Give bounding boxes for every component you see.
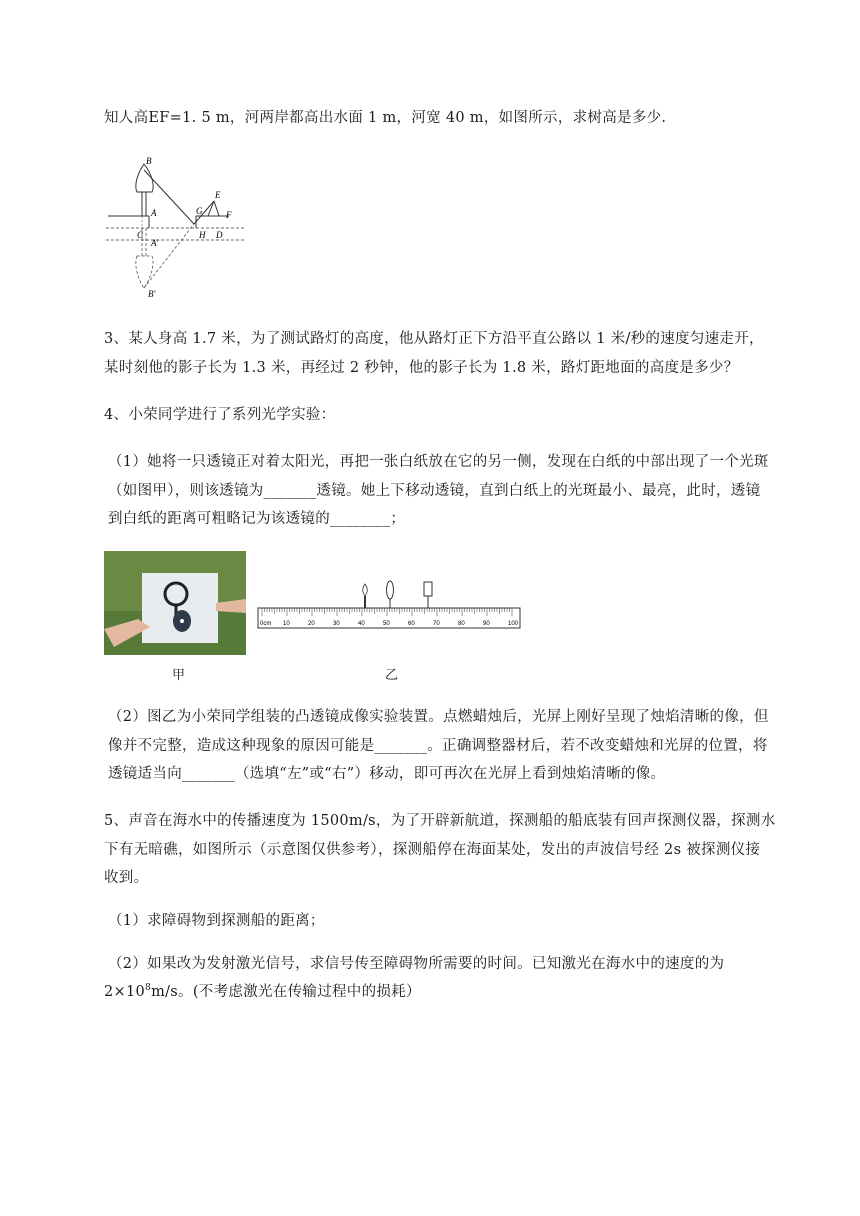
label-B-prime: B′: [148, 289, 156, 299]
q5-p1: （1）求障碍物到探测船的距离；: [108, 913, 325, 929]
q4-p1-line-2: （如图甲），则该透镜为_______透镜。她上下移动透镜，直到白纸上的光斑最小、最亮，此时，透镜: [108, 483, 761, 499]
q4-p2-line-3: 透镜适当向_______（选填“左”或“右”）移动，即可再次在光屏上看到烛焰清晰的像。: [108, 766, 666, 782]
label-B: B: [146, 156, 152, 166]
q5-p2-line-2: [104, 983, 421, 1001]
q3-line-2: 某时刻他的影子长为 1.3 米，再经过 2 秒钟，他的影子长为 1.8 米，路灯距地面的高度是多少？: [104, 360, 739, 376]
q2-intro: 知人高EF=1. 5 m，河两岸都高出水面 1 m，河宽 40 m，如图所示，求树高是多少.: [104, 110, 667, 126]
caption-jia: 甲: [172, 668, 186, 683]
q4-p1-line-3: 到白纸的距离可粗略记为该透镜的________；: [108, 511, 406, 527]
caption-yi: 乙: [385, 668, 399, 683]
sunlight-lens-photo: [104, 551, 246, 655]
ruler-tick-label: 50: [383, 621, 390, 627]
ruler-tick-label: 60: [408, 621, 415, 627]
optical-bench-diagram: [256, 578, 524, 630]
label-C: C: [137, 230, 144, 240]
label-G: G: [196, 206, 203, 216]
convex-lens: [387, 581, 394, 599]
q4-p2-line-2: 像并不完整，造成这种现象的原因可能是_______。正确调整器材后，若不改变蜡烛和光屏的位置，将: [108, 738, 768, 754]
q3-line-1: 3、某人身高 1.7 米，为了测试路灯的高度，他从路灯正下方沿平直公路以 1 米/秒的速度匀速走开，: [104, 331, 764, 347]
ruler-tick-label: 100: [508, 621, 519, 627]
label-A: A: [151, 208, 157, 218]
label-F: F: [226, 210, 232, 220]
light-screen: [424, 582, 432, 596]
tree-reflection-diagram: [104, 156, 252, 300]
q5-line-3: 收到。: [104, 870, 149, 886]
ruler-tick-label: 90: [483, 621, 490, 627]
q4-p2-line-1: （2）图乙为小荣同学组装的凸透镜成像实验装置。点燃蜡烛后，光屏上刚好呈现了烛焰清晰的像，但: [108, 709, 769, 725]
q5-p2-value: 2×10: [104, 984, 146, 1000]
label-D: D: [216, 230, 223, 240]
label-A-prime: A′: [151, 238, 159, 248]
q5-line-2: 下有无暗礁，如图所示（示意图仅供参考），探测船停在海面某处，发出的声波信号经 2s 被探测仪接: [104, 842, 761, 858]
q5-line-1: 5、声音在海水中的传播速度为 1500m/s，为了开辟新航道，探测船的船底装有回声探测仪器，探测水: [104, 813, 776, 829]
q5-p2-rest: m/s。(不考虑激光在传输过程中的损耗）: [151, 984, 421, 1000]
ruler-tick-label: 30: [333, 621, 340, 627]
ruler-tick-label: 80: [458, 621, 465, 627]
label-E: E: [215, 190, 221, 200]
ruler-tick-label: 70: [433, 621, 440, 627]
q5-p2-exponent: 8: [145, 983, 152, 994]
ruler-tick-label: 40: [358, 621, 365, 627]
q4-p1-line-1: （1）她将一只透镜正对着太阳光，再把一张白纸放在它的另一侧，发现在白纸的中部出现了一个光斑: [108, 454, 769, 470]
q5-p2-line-1: （2）如果改为发射激光信号，求信号传至障碍物所需要的时间。已知激光在海水中的速度的为: [108, 956, 725, 972]
ruler-tick-label: 20: [308, 621, 315, 627]
label-H: H: [199, 230, 206, 240]
ruler-tick-label: 10: [283, 621, 290, 627]
q4-title: 4、小荣同学进行了系列光学实验：: [104, 407, 336, 423]
ruler-unit: 0cm: [260, 621, 272, 627]
